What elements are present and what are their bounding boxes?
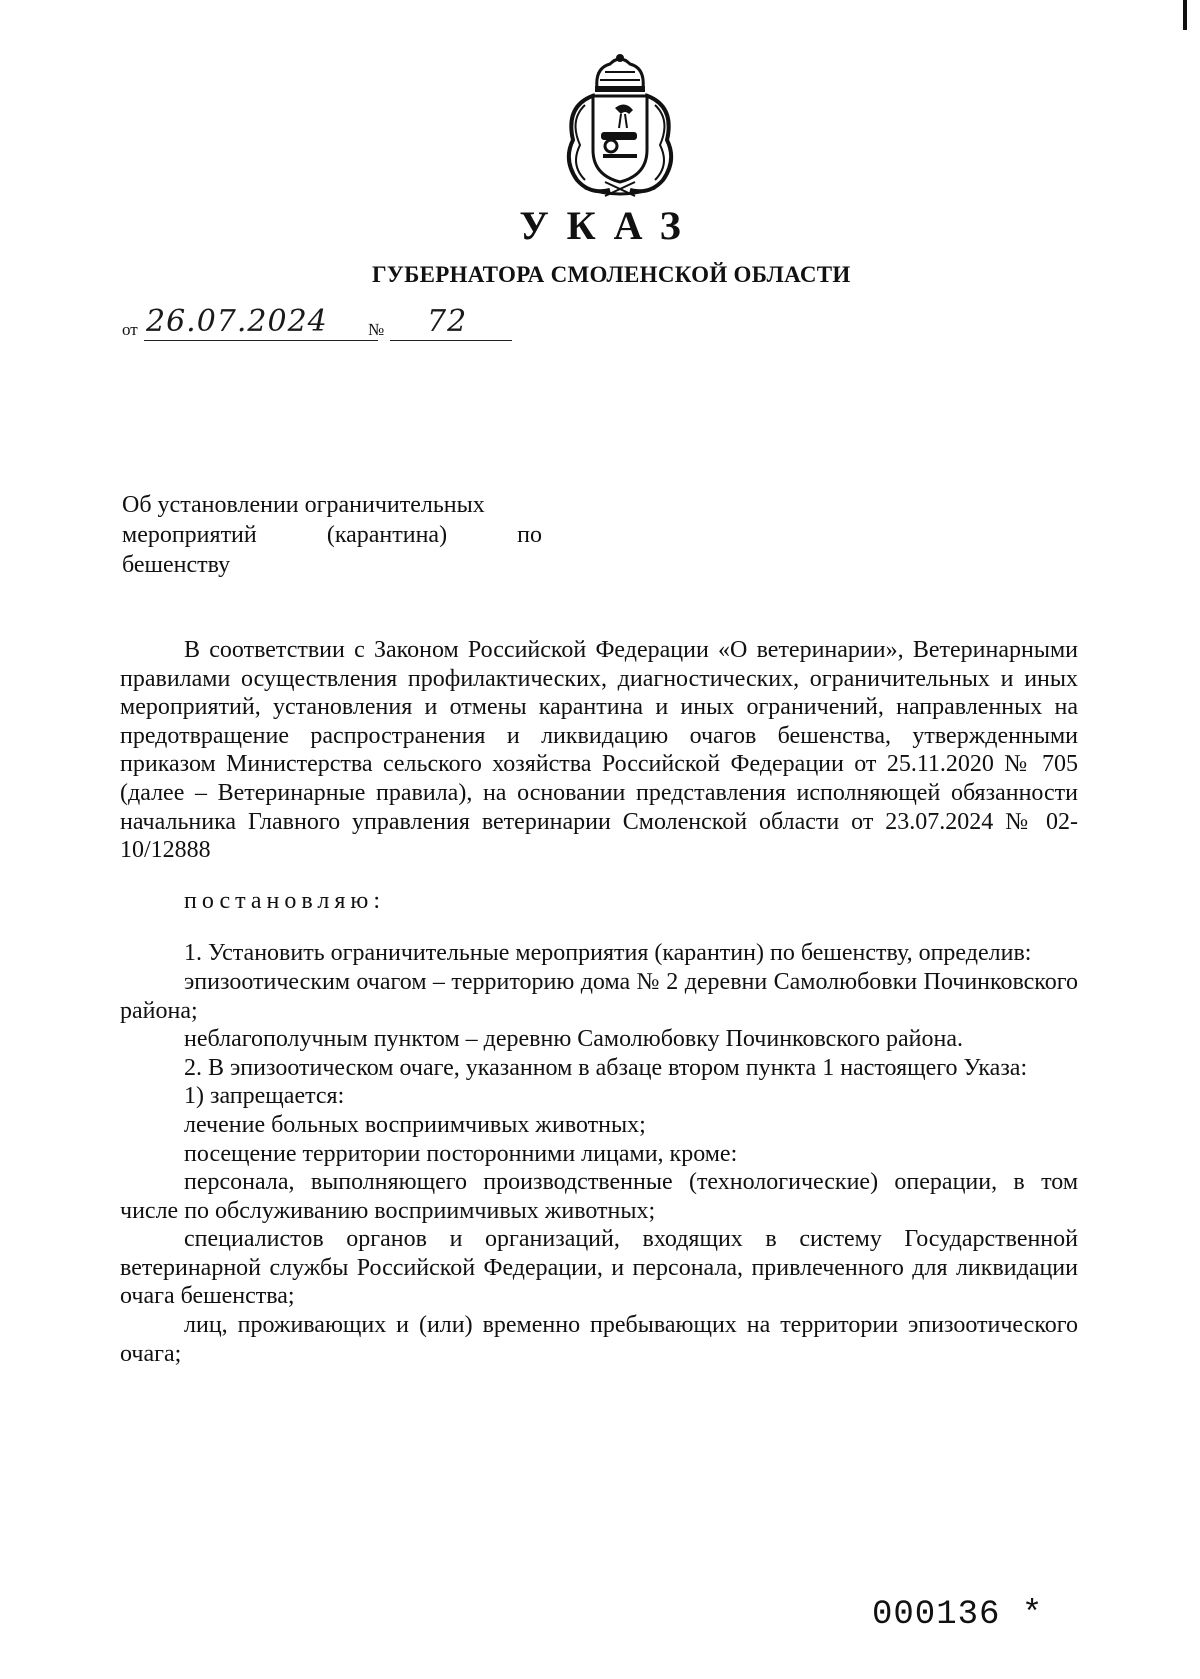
document-title: УКАЗ bbox=[519, 203, 699, 248]
scan-edge-mark bbox=[1183, 0, 1187, 30]
number-underline bbox=[390, 340, 512, 341]
body-paragraph: лиц, проживающих и (или) временно пребывающих на территории эпизоотического очага; bbox=[120, 1312, 1078, 1367]
decree-subject bbox=[122, 490, 542, 580]
body-paragraph: неблагополучным пунктом – деревню Самолюбовку Починковского района. bbox=[184, 1026, 964, 1053]
decree-body bbox=[120, 636, 1078, 1368]
body-paragraph: эпизоотическим очагом – территорию дома № 2 деревни Самолюбовки Починковского района; bbox=[120, 968, 1078, 1024]
from-label: от bbox=[122, 320, 138, 339]
number-label: № bbox=[368, 320, 385, 339]
subject-line: мероприятий (карантина) по bbox=[122, 522, 542, 548]
preamble-paragraph: В соответствии с Законом Российской Федерации «О ветеринарии», Ветеринарными правилами осуществления профилактических, диагностических, ограничительных и иных мероприятий, установления и отмены карантина и иных ограничений, направленных на предотвращение распространения и ликвидацию очагов бешенства, утвержденными приказом Министерства сельского хозяйства Российской Федерации от 25.11.2020 № 705 (далее – Ветеринарные правила), на основании представления исполняющей обязанности начальника Главного управления ветеринарии Смоленской области от 23.07.2024 № 02-10/12888 bbox=[120, 637, 1078, 864]
handwritten-number: 72 bbox=[427, 304, 468, 339]
body-paragraph: посещение территории посторонними лицами, кроме: bbox=[184, 1140, 738, 1167]
body-paragraph: специалистов органов и организаций, входящих в систему Государственной ветеринарной службы Российской Федерации, и персонала, привлеченного для ликвидации очага бешенства; bbox=[120, 1226, 1078, 1310]
body-paragraph: 2. В эпизоотическом очаге, указанном в абзаце втором пункта 1 настоящего Указа: bbox=[184, 1054, 1028, 1081]
subject-line: Об установлении ограничительных bbox=[122, 492, 485, 518]
resolve-word: постановляю: bbox=[184, 887, 385, 914]
date-underline bbox=[144, 340, 378, 341]
handwritten-date: 26.07.2024 bbox=[146, 304, 328, 339]
subject-line: бешенству bbox=[122, 552, 231, 578]
document-subtitle: ГУБЕРНАТОРА СМОЛЕНСКОЙ ОБЛАСТИ bbox=[372, 262, 851, 287]
body-paragraph: лечение больных восприимчивых животных; bbox=[184, 1111, 646, 1138]
smolensk-coat-of-arms-icon bbox=[555, 50, 685, 200]
body-paragraph: 1. Установить ограничительные мероприятия (карантин) по бешенству, определив: bbox=[184, 940, 1032, 967]
body-paragraph: персонала, выполняющего производственные (технологические) операции, в том числе по обслуживанию восприимчивых животных; bbox=[120, 1169, 1078, 1224]
body-paragraph: 1) запрещается: bbox=[184, 1083, 345, 1110]
serial-number: 000136 * bbox=[872, 1596, 1044, 1634]
